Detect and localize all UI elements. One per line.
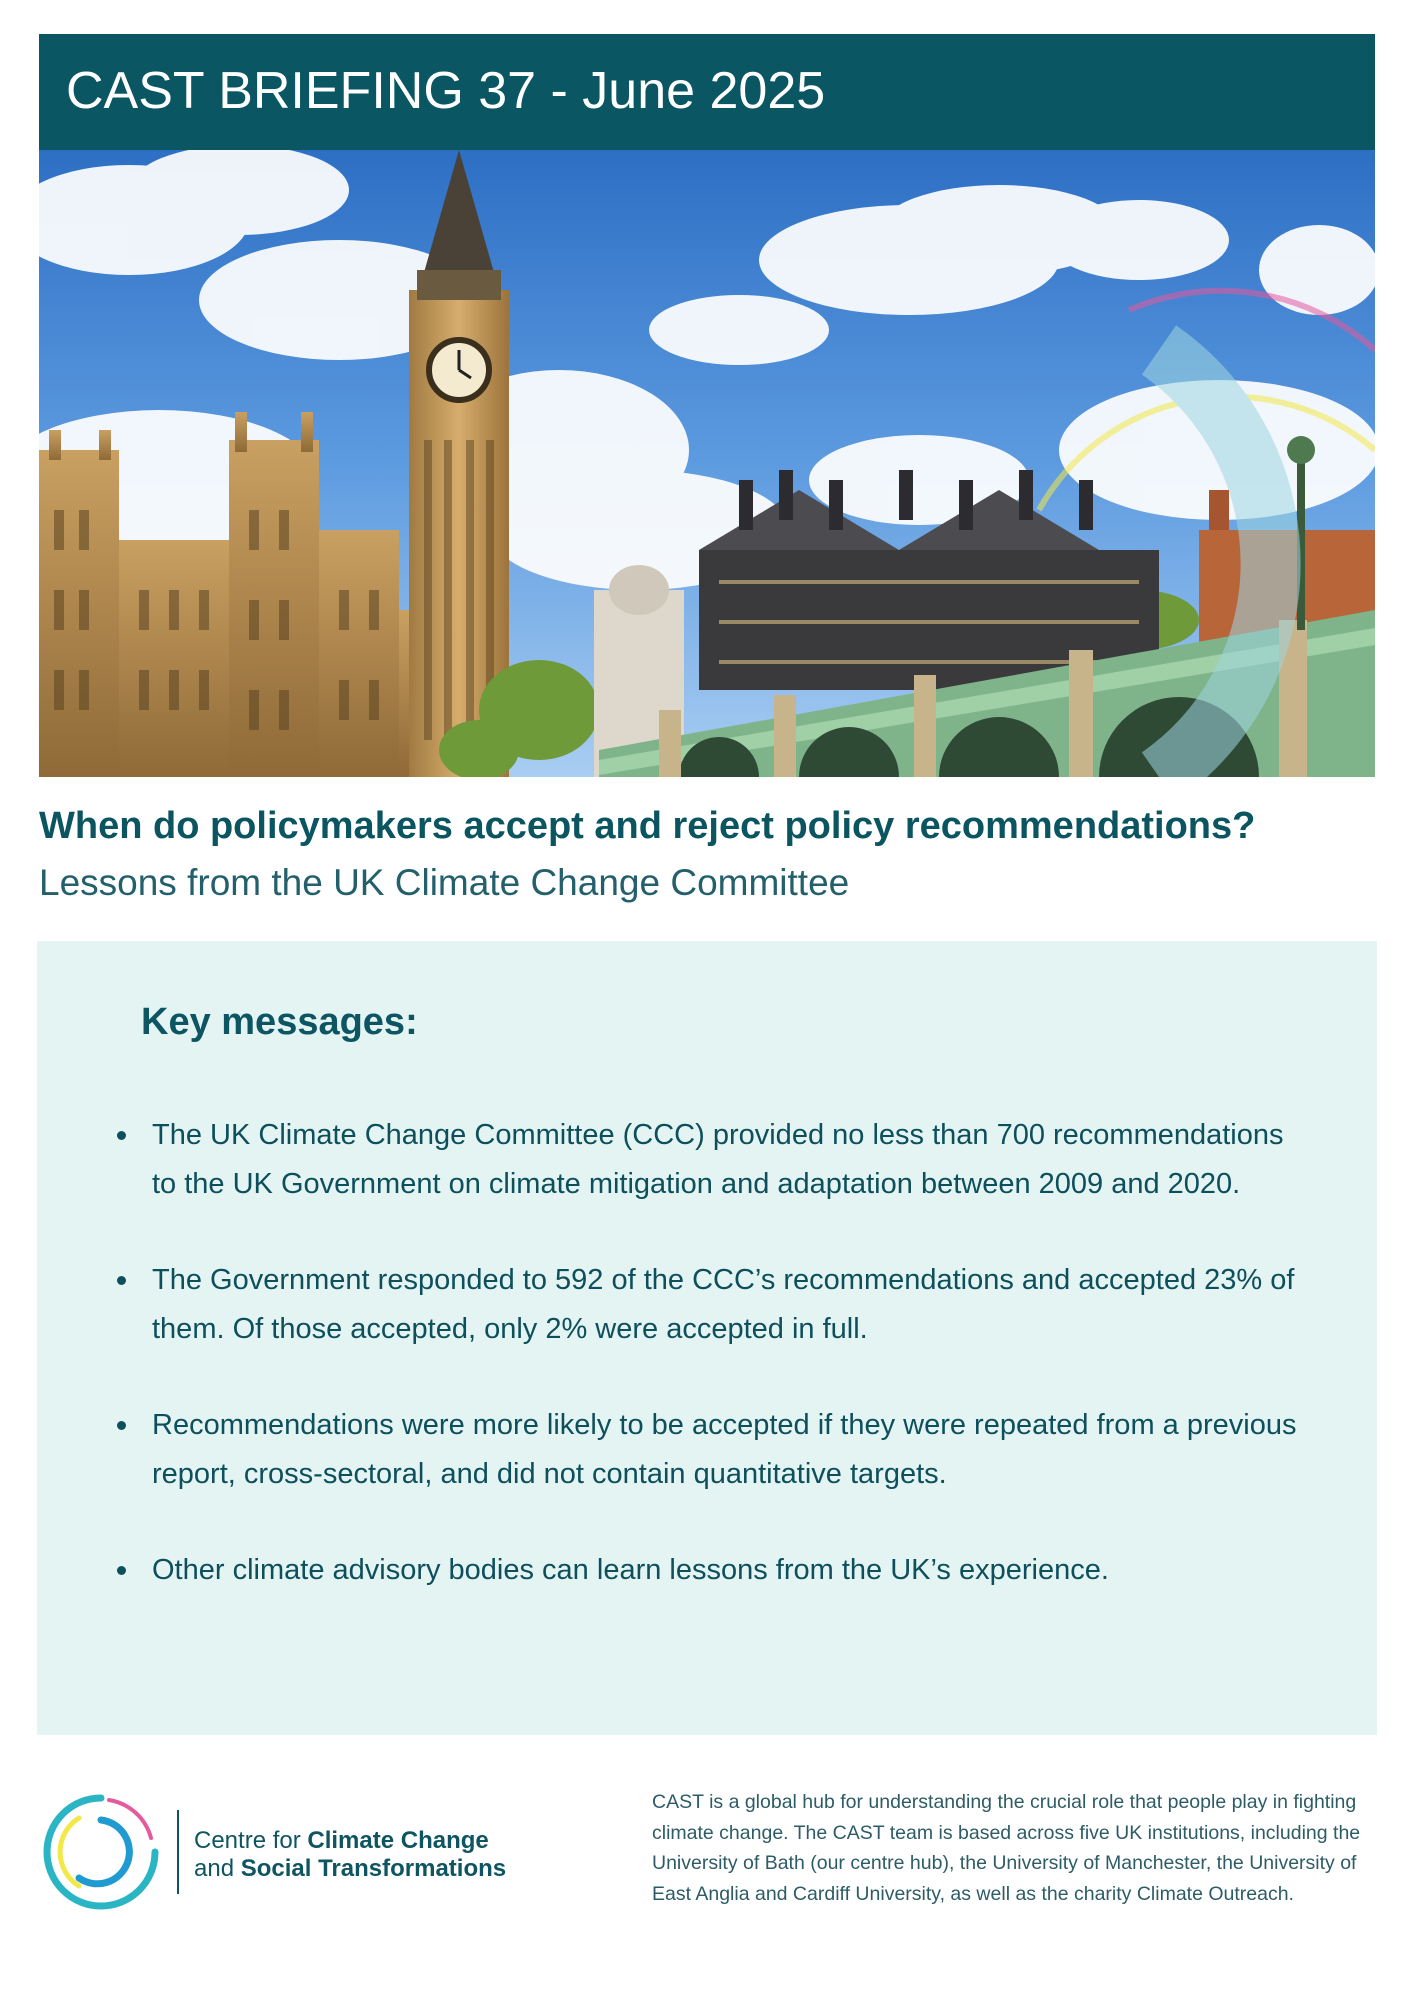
key-message-item: The Government responded to 592 of the CCC’s recommendations and accepted 23% of them. Of those accepted, only 2% were accepted in full. [117,1256,1297,1354]
key-messages-title: Key messages: [141,1001,418,1043]
key-message-item: The UK Climate Change Committee (CCC) provided no less than 700 recommendations to the UK Government on climate mitigation and adaptation between 2009 and 2020. [117,1111,1297,1209]
organization-description: CAST is a global hub for understanding the crucial role that people play in fighting climate change. The CAST team is based across five UK institutions, including the University of Bath (our centre hub), the University of Manchester, the University of East Anglia and Cardiff University, as well as the charity Climate Outreach. [652,1791,1361,1905]
key-message-item: Recommendations were more likely to be accepted if they were repeated from a previous report, cross-sectoral, and did not contain quantitative targets. [117,1401,1297,1499]
header-band [39,34,1375,150]
headline: When do policymakers accept and reject policy recommendations? [39,805,1256,847]
cast-logo-icon [39,1790,163,1914]
organization-name-line-2: and Social Transformations [194,1855,507,1882]
organization-name [194,1827,506,1883]
subheadline: Lessons from the UK Climate Change Committee [39,862,850,903]
logo-divider [177,1810,179,1894]
organization-name-line-1: Centre for Climate Change [194,1827,489,1854]
key-messages-list [117,1111,1297,1642]
key-message-item: Other climate advisory bodies can learn lessons from the UK’s experience. [117,1546,1297,1595]
briefing-title: CAST BRIEFING 37 - June 2025 [66,62,826,120]
hero-image [39,150,1375,777]
key-messages-box [37,941,1377,1735]
